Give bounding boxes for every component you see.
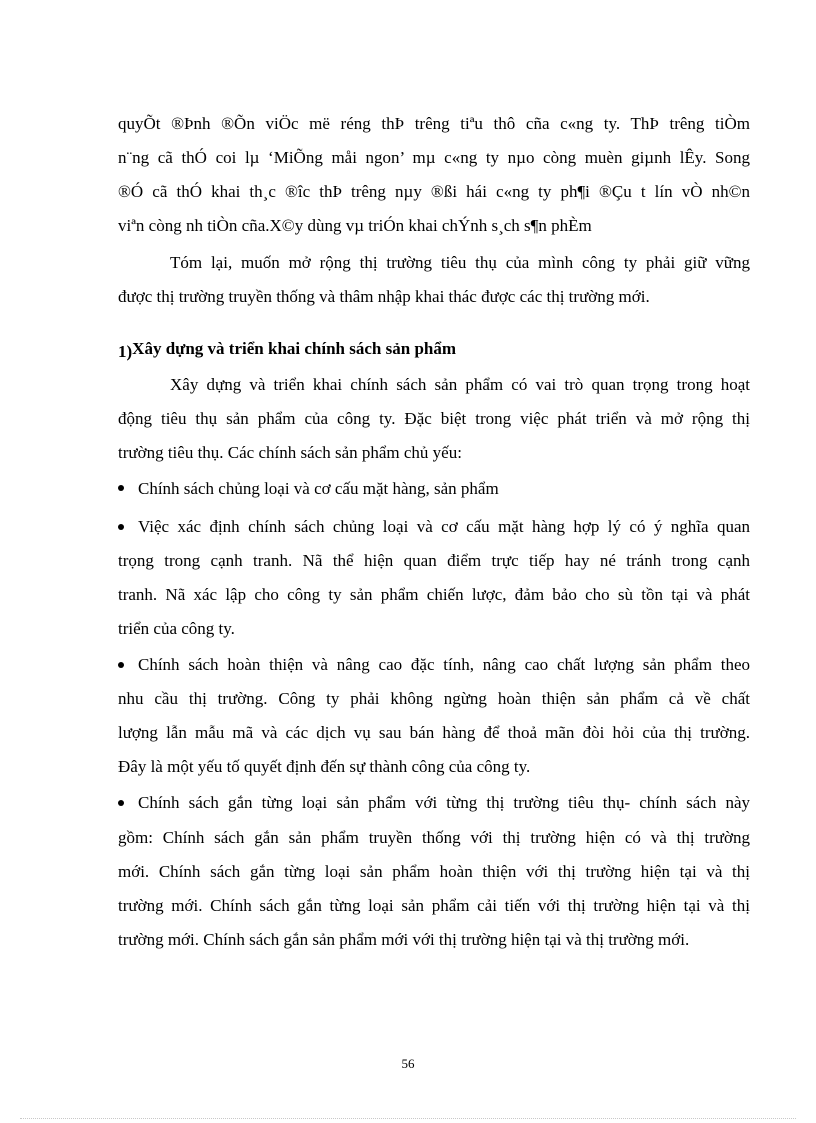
bullet-text: Chính sách gắn từng loại sản phẩm với từng thị trường tiêu thụ- chính sách này [138, 793, 750, 812]
paragraph-line: gồm: Chính sách gắn sản phẩm truyền thống với thị trường hiện có và thị trường [118, 828, 750, 847]
paragraph-line: trường tiêu thụ. Các chính sách sản phẩm chủ yếu: [118, 443, 462, 462]
section-number: 1) [118, 342, 133, 361]
bullet-list-item [118, 517, 750, 537]
paragraph-line: trọng trong cạnh tranh. Nã thể hiện quan điểm trực tiếp hay né tránh trong cạnh [118, 551, 750, 570]
paragraph-line: triển của công ty. [118, 619, 235, 638]
paragraph-line: lượng lẫn mẫu mã và các dịch vụ sau bán hàng để thoả mãn đòi hỏi của thị trường. [118, 723, 750, 742]
paragraph-line: quyÕt ®Þnh ®Õn viÖc më réng thÞ trêng tiªu thô cña c«ng ty. ThÞ trêng tiÒm [118, 114, 750, 133]
paragraph-line: tranh. Nã xác lập cho công ty sản phẩm chiến lược, đảm bảo cho sù tồn tại và phát [118, 585, 750, 604]
footer-dotted-rule [20, 1118, 796, 1119]
paragraph-first-line: Xây dựng và triển khai chính sách sản phẩm có vai trò quan trọng trong hoạt [170, 375, 750, 394]
paragraph-line: n¨ng cã thÓ coi lµ ‘MiÕng måi ngon’ mµ c«ng ty nµo còng muèn giµnh lÊy. Song [118, 148, 750, 167]
bullet-icon [118, 485, 124, 491]
bullet-text: Việc xác định chính sách chủng loại và cơ cấu mặt hàng hợp lý có ý nghĩa quan [138, 517, 750, 536]
bullet-icon [118, 662, 124, 668]
section-heading [118, 339, 750, 359]
bullet-icon [118, 800, 124, 806]
paragraph-line: được thị trường truyền thống và thâm nhập khai thác được các thị trường mới. [118, 287, 650, 306]
paragraph-line: nhu cầu thị trường. Công ty phải không ngừng hoàn thiện sản phẩm cả về chất [118, 689, 750, 708]
bullet-text: Chính sách hoàn thiện và nâng cao đặc tính, nâng cao chất lượng sản phẩm theo [138, 655, 750, 674]
bullet-list-item [118, 655, 750, 675]
section-heading-text: Xây dựng và triển khai chính sách sản phẩm [132, 339, 457, 358]
paragraph-line: viªn còng nh tiÒn cña.X©y dùng vµ triÓn khai chÝnh s¸ch s¶n phÈm [118, 216, 592, 235]
paragraph-line: trường mới. Chính sách gắn từng loại sản phẩm cải tiến với thị trường hiện tại và thị [118, 896, 750, 915]
paragraph-line: ®Ó cã thÓ khai th¸c ®îc thÞ trêng nµy ®ßi hái c«ng ty ph¶i ®Çu t lín vÒ nh©n [118, 182, 750, 201]
bullet-list-item [118, 793, 750, 813]
bullet-icon [118, 524, 124, 530]
page-number: 56 [401, 1056, 415, 1071]
bullet-text: Chính sách chủng loại và cơ cấu mặt hàng, sản phẩm [138, 479, 499, 498]
paragraph-line: động tiêu thụ sản phẩm của công ty. Đặc biệt trong việc phát triển và mở rộng thị [118, 409, 750, 428]
paragraph-line: trường mới. Chính sách gắn sản phẩm mới với thị trường hiện tại và thị trường mới. [118, 930, 690, 949]
paragraph-line: mới. Chính sách gắn từng loại sản phẩm hoàn thiện với thị trường hiện tại và thị [118, 862, 750, 881]
paragraph-line: Đây là một yếu tố quyết định đến sự thành công của công ty. [118, 757, 531, 776]
bullet-list-item [118, 479, 750, 499]
paragraph-first-line: Tóm lại, muốn mở rộng thị trường tiêu thụ của mình công ty phải giữ vững [170, 253, 750, 272]
